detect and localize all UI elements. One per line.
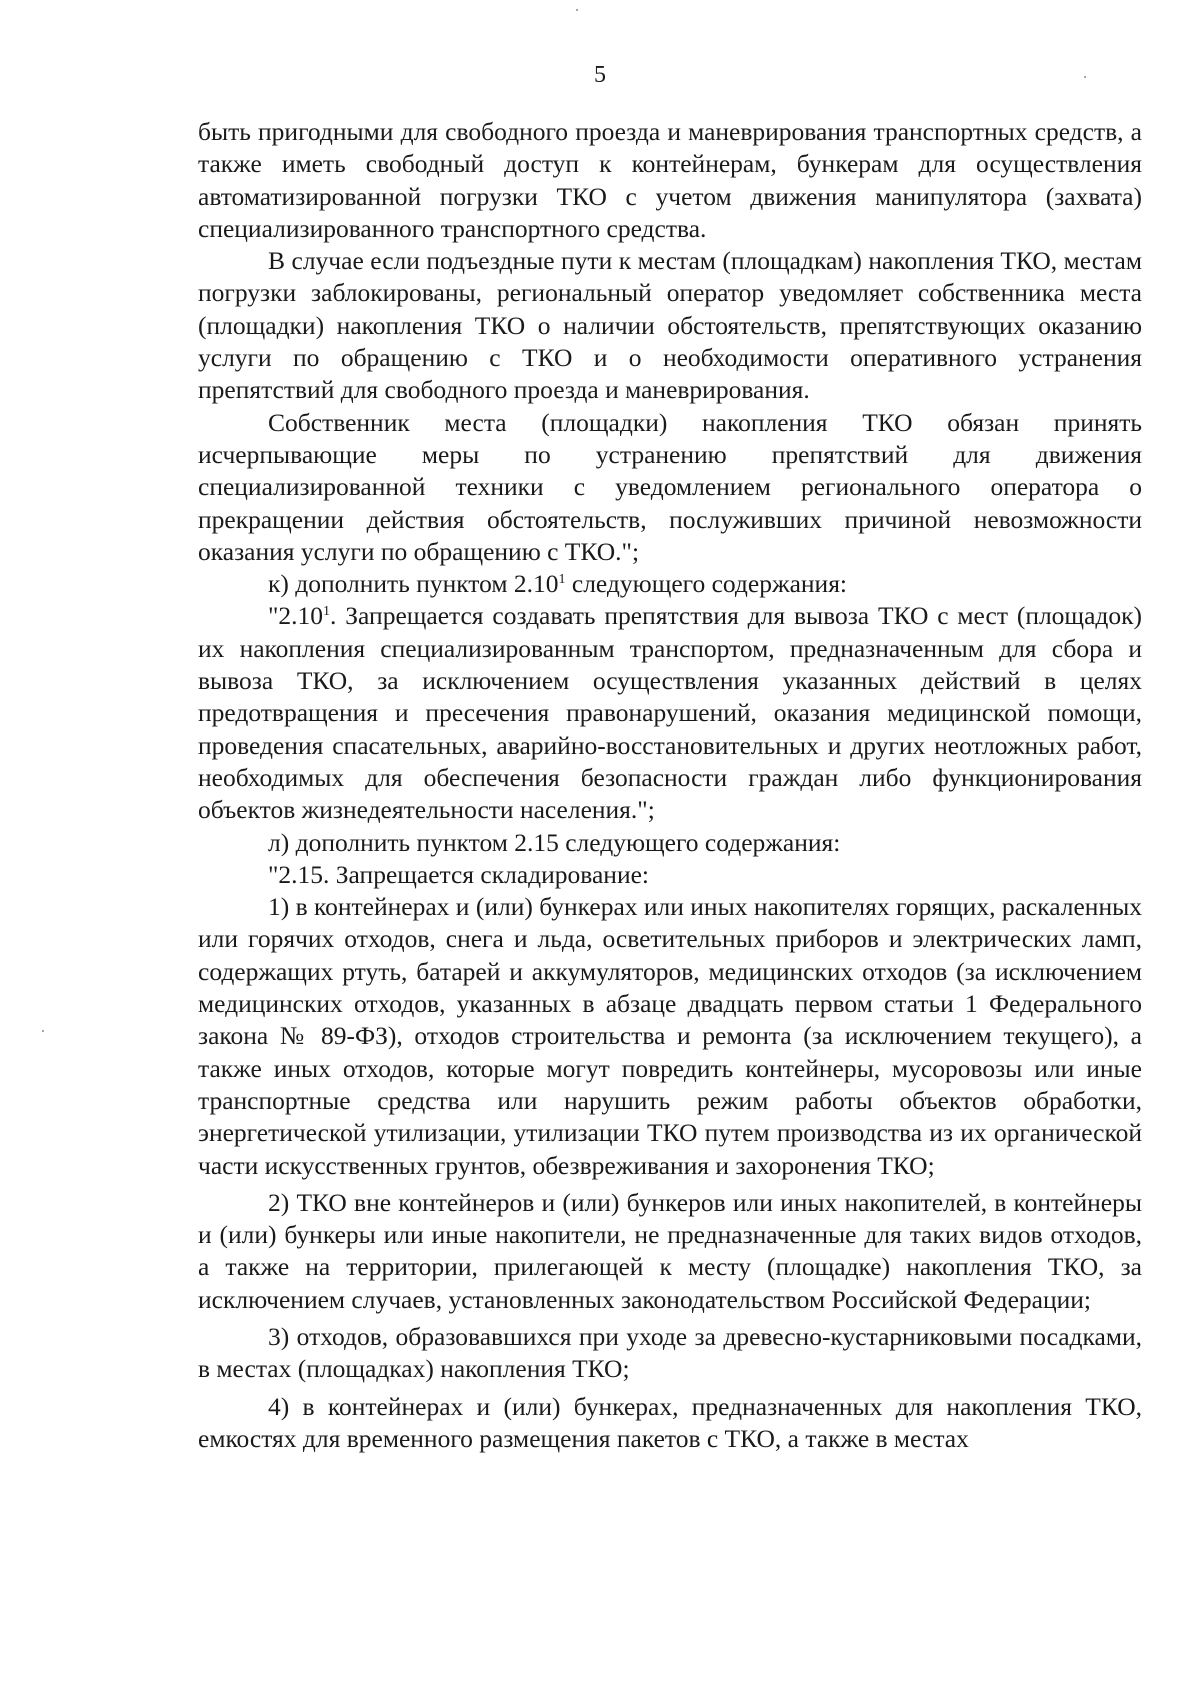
amendment-k-text-end: следующего содержания:: [565, 569, 848, 599]
paragraph-clause-2-10-1: [198, 600, 1142, 826]
paragraph-owner-obligation: Собственник места (площадки) накопления ТКО обязан принять исчерпывающие меры по устранению препятствий для движения специализированной техники с уведомлением регионального оператора о прекращении действия обстоятельств, послуживших причиной невозможности оказания услуги по обращению с ТКО.";: [198, 407, 1142, 566]
paragraph-continuation: быть пригодными для свободного проезда и маневрирования транспортных средств, а также иметь свободный доступ к контейнерам, бункерам для осуществления автоматизированной погрузки ТКО с учетом движения манипулятора (захвата) специализированного транспортного средства.: [198, 117, 1142, 243]
amendment-k-text-start: к) дополнить пунктом 2.10: [268, 569, 559, 599]
superscript: 1: [323, 604, 331, 620]
page-number: 5: [594, 62, 606, 88]
paragraph-amendment-k: [198, 568, 1142, 600]
list-item-2: 2) ТКО вне контейнеров и (или) бункеров или иных накопителей, в контейнеры и (или) бункеры или иные накопители, не предназначенные для таких видов отходов, а также на территории, прилегающей к месту (площадке) накопления ТКО, за исключением случаев, установленных законодательством Российской Федерации;: [198, 1187, 1142, 1314]
list-item-3: 3) отходов, образовавшихся при уходе за древесно-кустарниковыми посадками, в местах (площадках) накопления ТКО;: [198, 1321, 1142, 1384]
scan-speck: [1084, 76, 1086, 78]
paragraph-blocked-access: В случае если подъездные пути к местам (площадкам) накопления ТКО, местам погрузки заблокированы, региональный оператор уведомляет собственника места (площадки) накопления ТКО о наличии обстоятельств, препятствующих оказанию услуги по обращению с ТКО и о необходимости оперативного устранения препятствий для свободного проезда и маневрирования.: [198, 246, 1142, 405]
list-item-1: 1) в контейнерах и (или) бункерах или иных накопителях горящих, раскаленных или горячих отходов, снега и льда, осветительных приборов и электрических ламп, содержащих ртуть, батарей и аккумуляторов, медицинских отходов (за исключением медицинских отходов, указанных в абзаце двадцать первом статьи 1 Федерального закона № 89-ФЗ), отходов строительства и ремонта (за исключением текущего), а также иных отходов, которые могут повредить контейнеры, мусоровозы или иные транспортные средства или нарушить режим работы объектов обработки, энергетической утилизации, утилизации ТКО путем производства из их органической части искусственных грунтов, обезвреживания и захоронения ТКО;: [198, 892, 1142, 1180]
document-body: [198, 116, 1142, 1455]
scan-speck: [576, 9, 578, 11]
clause-2-10-1-number: "2.10: [268, 601, 324, 631]
clause-2-10-1-text: . Запрещается создавать препятствия для вывоза ТКО с мест (площадок) их накопления специализированным транспортом, предназначенным для сбора и вывоза ТКО, за исключением осуществления указанных действий в целях предотвращения и пресечения правонарушений, оказания медицинской помощи, проведения спасательных, аварийно-восстановительных и других неотложных работ, необходимых для обеспечения безопасности граждан либо функционирования объектов жизнедеятельности населения.";: [198, 601, 1142, 825]
list-item-4: 4) в контейнерах и (или) бункерах, предназначенных для накопления ТКО, емкостях для временного размещения пакетов с ТКО, а также в местах: [198, 1391, 1142, 1453]
paragraph-amendment-l: л) дополнить пунктом 2.15 следующего содержания:: [268, 827, 841, 857]
superscript: 1: [558, 572, 566, 588]
scan-speck: [42, 1030, 44, 1032]
paragraph-clause-2-15: "2.15. Запрещается складирование:: [268, 859, 649, 889]
